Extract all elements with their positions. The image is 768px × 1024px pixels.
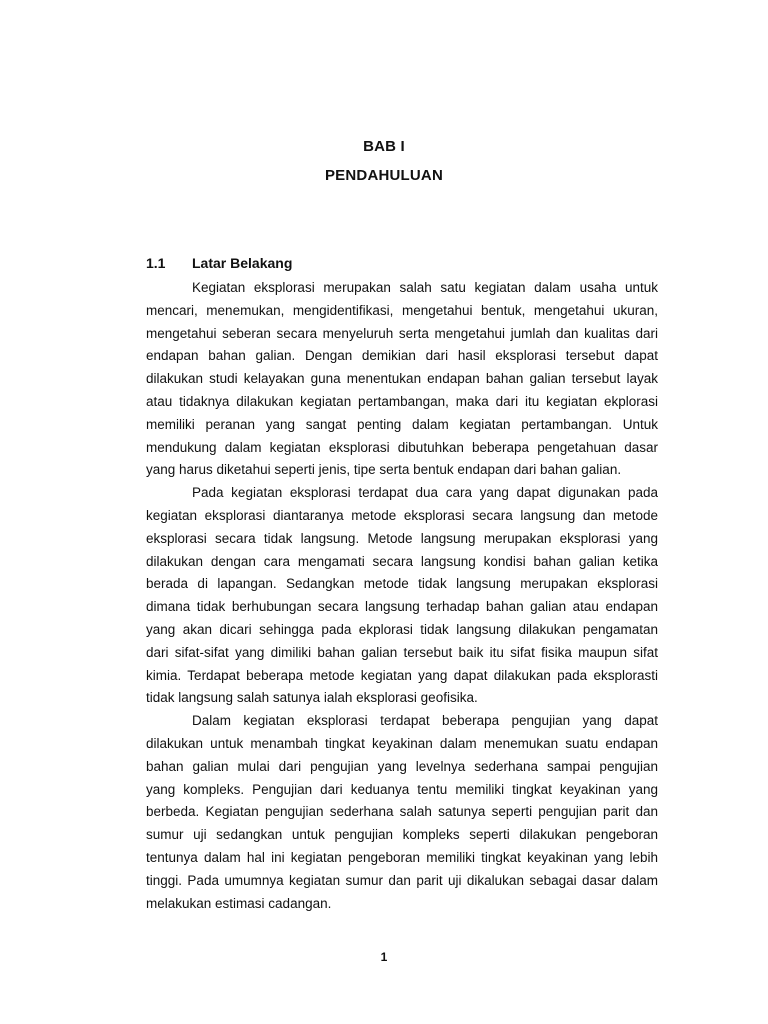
paragraph-line: tinggi. Pada umumnya kegiatan sumur dan parit uji dikalukan sebagai dasar dalam [146, 872, 658, 888]
paragraph [146, 710, 658, 915]
paragraph-line: kegiatan eksplorasi diantaranya metode eksplorasi secara langsung dan metode [146, 507, 658, 523]
section-number: 1.1 [146, 255, 166, 271]
paragraph [146, 482, 658, 710]
paragraph-line: Dalam kegiatan eksplorasi terdapat beberapa pengujian yang dapat [192, 713, 658, 729]
paragraph-line: melakukan estimasi cadangan. [146, 895, 332, 911]
paragraph-line: Pada kegiatan eksplorasi terdapat dua cara yang dapat digunakan pada [192, 485, 658, 501]
paragraph-line: kimia. Terdapat beberapa metode kegiatan yang dapat dilakukan pada eksplorasti [146, 667, 658, 683]
page-number: 1 [380, 950, 388, 964]
paragraph-line: tidak langsung salah satunya ialah eksplorasi geofisika. [146, 690, 478, 706]
section-title: Latar Belakang [192, 255, 293, 271]
paragraph-line: sumur uji sedangkan untuk pengujian kompleks seperti dilakukan pengeboran [146, 827, 658, 843]
paragraph-line: berada di lapangan. Sedangkan metode tidak langsung merupakan eksplorasi [146, 576, 658, 592]
paragraph-line: mendukung dalam kegiatan eksplorasi dibutuhkan beberapa pengetahuan dasar [146, 439, 658, 455]
chapter-title: PENDAHULUAN [324, 167, 444, 184]
paragraph [146, 277, 658, 482]
paragraph-line: yang kompleks. Pengujian dari keduanya tentu memiliki tingkat keyakinan yang [146, 781, 658, 797]
paragraph-line: dilakukan untuk menambah tingkat keyakinan dalam menemukan suatu endapan [146, 735, 658, 751]
paragraph-line: dilakukan dengan cara mengamati secara langsung kondisi bahan galian ketika [146, 553, 658, 569]
paragraph-line: mencari, menemukan, mengidentifikasi, mengetahui bentuk, mengetahui ukuran, [146, 302, 658, 318]
paragraph-line: yang akan dicari sehingga pada ekplorasi tidak langsung dilakukan pengamatan [146, 621, 658, 637]
section-heading [146, 255, 292, 271]
paragraph-line: tentunya dalam hal ini kegiatan pengeboran memiliki tingkat keyakinan yang lebih [146, 849, 658, 865]
paragraph-line: dari sifat-sifat yang dimiliki bahan galian tersebut baik itu sifat fisika maupun sifat [146, 644, 658, 660]
paragraph-line: Kegiatan eksplorasi merupakan salah satu kegiatan dalam usaha untuk [192, 280, 658, 295]
paragraph-line: dilakukan studi kelayakan guna menentukan endapan bahan galian tersebut layak [146, 371, 658, 387]
paragraph-line: mengetahui seberan secara menyeluruh serta mengetahui jumlah dan kualitas dari [146, 325, 658, 341]
paragraph-line: endapan bahan galian. Dengan demikian dari hasil eksplorasi tersebut dapat [146, 348, 658, 364]
paragraph-line: atau tidaknya dilakukan kegiatan pertambangan, maka dari itu kegiatan ekplorasi [146, 393, 658, 409]
body-text [146, 277, 658, 915]
paragraph-line: berbeda. Kegiatan pengujian sederhana salah satunya seperti pengujian parit dan [146, 804, 658, 820]
chapter-number: BAB I [363, 138, 405, 155]
paragraph-line: yang harus diketahui seperti jenis, tipe serta bentuk endapan dari bahan galian. [146, 462, 622, 478]
paragraph-line: bahan galian mulai dari pengujian yang levelnya sederhana sampai pengujian [146, 758, 658, 774]
paragraph-line: eksplorasi secara tidak langsung. Metode langsung merupakan eksplorasi yang [146, 530, 658, 546]
paragraph-line: memiliki peranan yang sangat penting dalam kegiatan pertambangan. Untuk [146, 416, 658, 432]
paragraph-line: dimana tidak berhubungan secara langsung terhadap bahan galian atau endapan [146, 599, 658, 615]
